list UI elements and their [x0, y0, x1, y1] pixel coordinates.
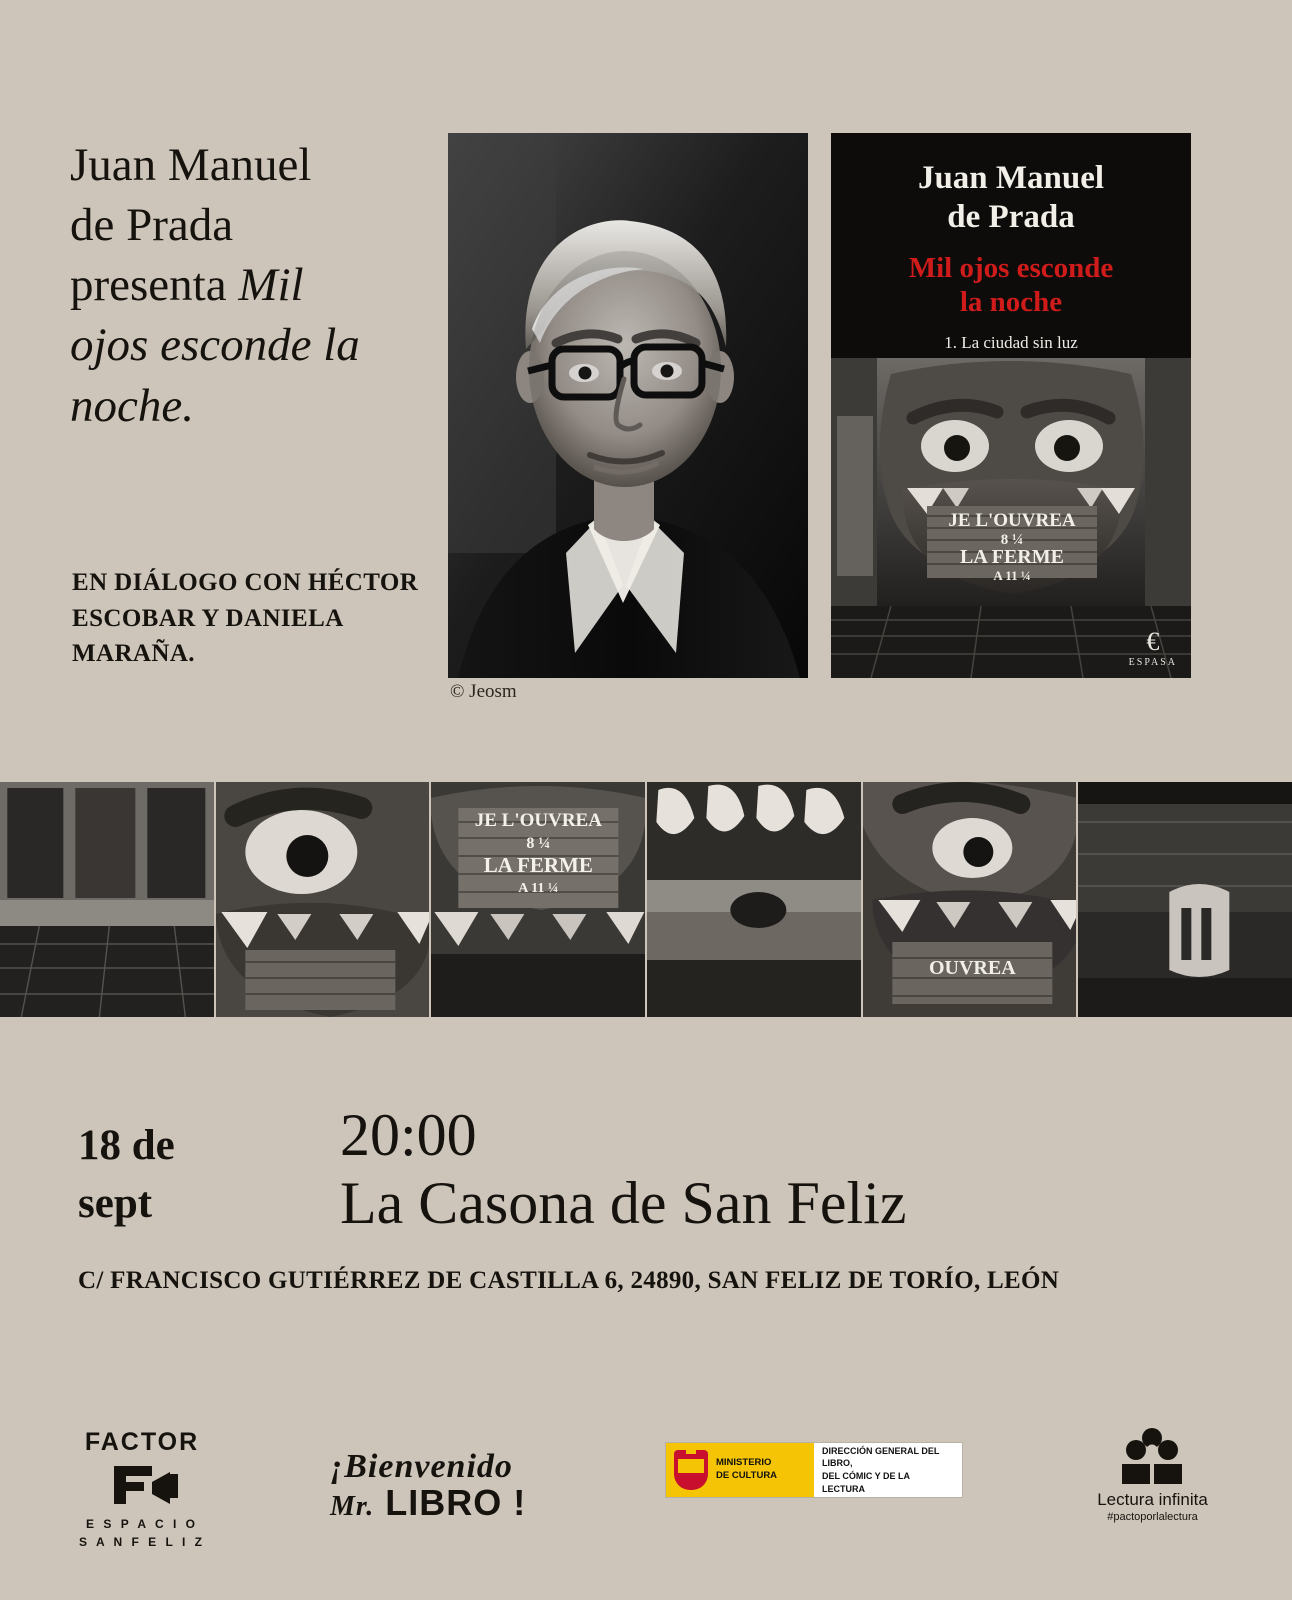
event-date	[78, 1117, 258, 1233]
ministerio-line-1: MINISTERIO	[716, 1457, 772, 1469]
ministerio-line-2: DE CULTURA	[716, 1470, 778, 1481]
headline-line-3	[70, 255, 430, 315]
cover-subtitle: 1. La ciudad sin luz	[944, 333, 1078, 353]
strip-panel-3	[431, 782, 647, 1017]
espasa-name: ESPASA	[1128, 657, 1177, 668]
page-title	[70, 135, 430, 436]
strip-panel-1	[0, 782, 216, 1017]
event-venue: La Casona de San Feliz	[340, 1170, 907, 1236]
headline-title-word: Mil	[238, 259, 304, 312]
factor-glyph-icon	[72, 1462, 212, 1508]
bienvenido-line-1: ¡Bienvenido	[330, 1448, 513, 1485]
direccion-general-line-2: DEL CÓMIC Y DE LA LECTURA	[822, 1471, 910, 1494]
event-address: C/ FRANCISCO GUTIÉRREZ DE CASTILLA 6, 24890, SAN FELIZ DE TORÍO, LEÓN	[78, 1267, 1060, 1294]
poster-top-section	[0, 0, 1292, 775]
book-cover-text	[831, 133, 1191, 368]
strip-shutter-text-1: JE L'OUVREA	[475, 810, 603, 831]
strip-panel-4	[647, 782, 863, 1017]
strip-panel-2	[216, 782, 432, 1017]
bienvenido-libro: LIBRO	[385, 1482, 503, 1523]
cover-author-line-1: Juan Manuel	[917, 160, 1105, 196]
lectura-infinita-name: Lectura infinita	[1097, 1490, 1208, 1509]
publisher-logo	[1129, 629, 1177, 668]
headline-presenta: presenta	[70, 259, 239, 312]
ministerio-left	[666, 1443, 814, 1497]
strip-shutter-text-4: A 11 ¼	[518, 881, 559, 896]
factor-sub-line-2: S A N F E L I Z	[79, 1535, 205, 1549]
book-cover	[831, 133, 1191, 678]
headline-line-4: ojos esconde la	[70, 319, 360, 372]
strip-panel-6	[1078, 782, 1292, 1017]
factor-sub-line-1: E S P A C I O	[86, 1517, 198, 1531]
strip-shutter-text-3: LA FERME	[484, 853, 594, 877]
ministerio-right	[814, 1443, 962, 1497]
headline-line-5: noche.	[70, 379, 194, 432]
event-date-line-2: sept	[78, 1180, 153, 1228]
cover-shutter-text-1: JE L'OUVREA	[948, 510, 1076, 531]
sponsor-logos	[0, 1400, 1292, 1600]
cover-shutter-text-2: 8 ¼	[1000, 532, 1024, 548]
logo-lectura-infinita	[1060, 1426, 1245, 1523]
strip-shutter-text-2: 8 ¼	[526, 835, 551, 852]
book-flower-icon	[1060, 1426, 1245, 1488]
portrait-illustration	[448, 133, 808, 678]
headline-line-1: Juan Manuel	[70, 139, 312, 191]
logo-bienvenido-mr-libro	[330, 1448, 526, 1524]
spain-coat-of-arms-icon	[674, 1450, 708, 1490]
strip-panel-5-text: OUVREA	[928, 957, 1016, 979]
cover-shutter-text-4: A 11 ¼	[993, 568, 1031, 583]
dialogue-credits: EN DIÁLOGO CON HÉCTOR ESCOBAR Y DANIELA MARAÑA.	[72, 569, 419, 667]
cover-title-line-2: la noche	[959, 286, 1063, 319]
logo-factor-espacio-san-feliz	[72, 1428, 212, 1551]
cover-author-line-2: de Prada	[947, 198, 1075, 235]
strip-panel-5	[863, 782, 1079, 1017]
lectura-infinita-hashtag: #pactoporlalectura	[1107, 1511, 1198, 1523]
image-strip	[0, 782, 1292, 1017]
author-portrait-photo	[448, 133, 808, 678]
direccion-general-line-1: DIRECCIÓN GENERAL DEL LIBRO,	[822, 1445, 940, 1469]
bienvenido-mr: Mr.	[330, 1491, 375, 1522]
espasa-mark: €	[1146, 627, 1160, 656]
cover-title-line-1: Mil ojos esconde	[908, 251, 1114, 284]
event-time: 20:00	[340, 1102, 477, 1168]
event-date-line-1: 18 de	[78, 1122, 175, 1169]
factor-name: FACTOR	[84, 1428, 200, 1456]
photo-credit: © Jeosm	[450, 681, 517, 702]
headline-line-2: de Prada	[70, 199, 234, 252]
logo-ministerio-de-cultura	[665, 1442, 963, 1498]
cover-shutter-text-3: LA FERME	[960, 546, 1064, 568]
bienvenido-close: !	[513, 1482, 527, 1523]
